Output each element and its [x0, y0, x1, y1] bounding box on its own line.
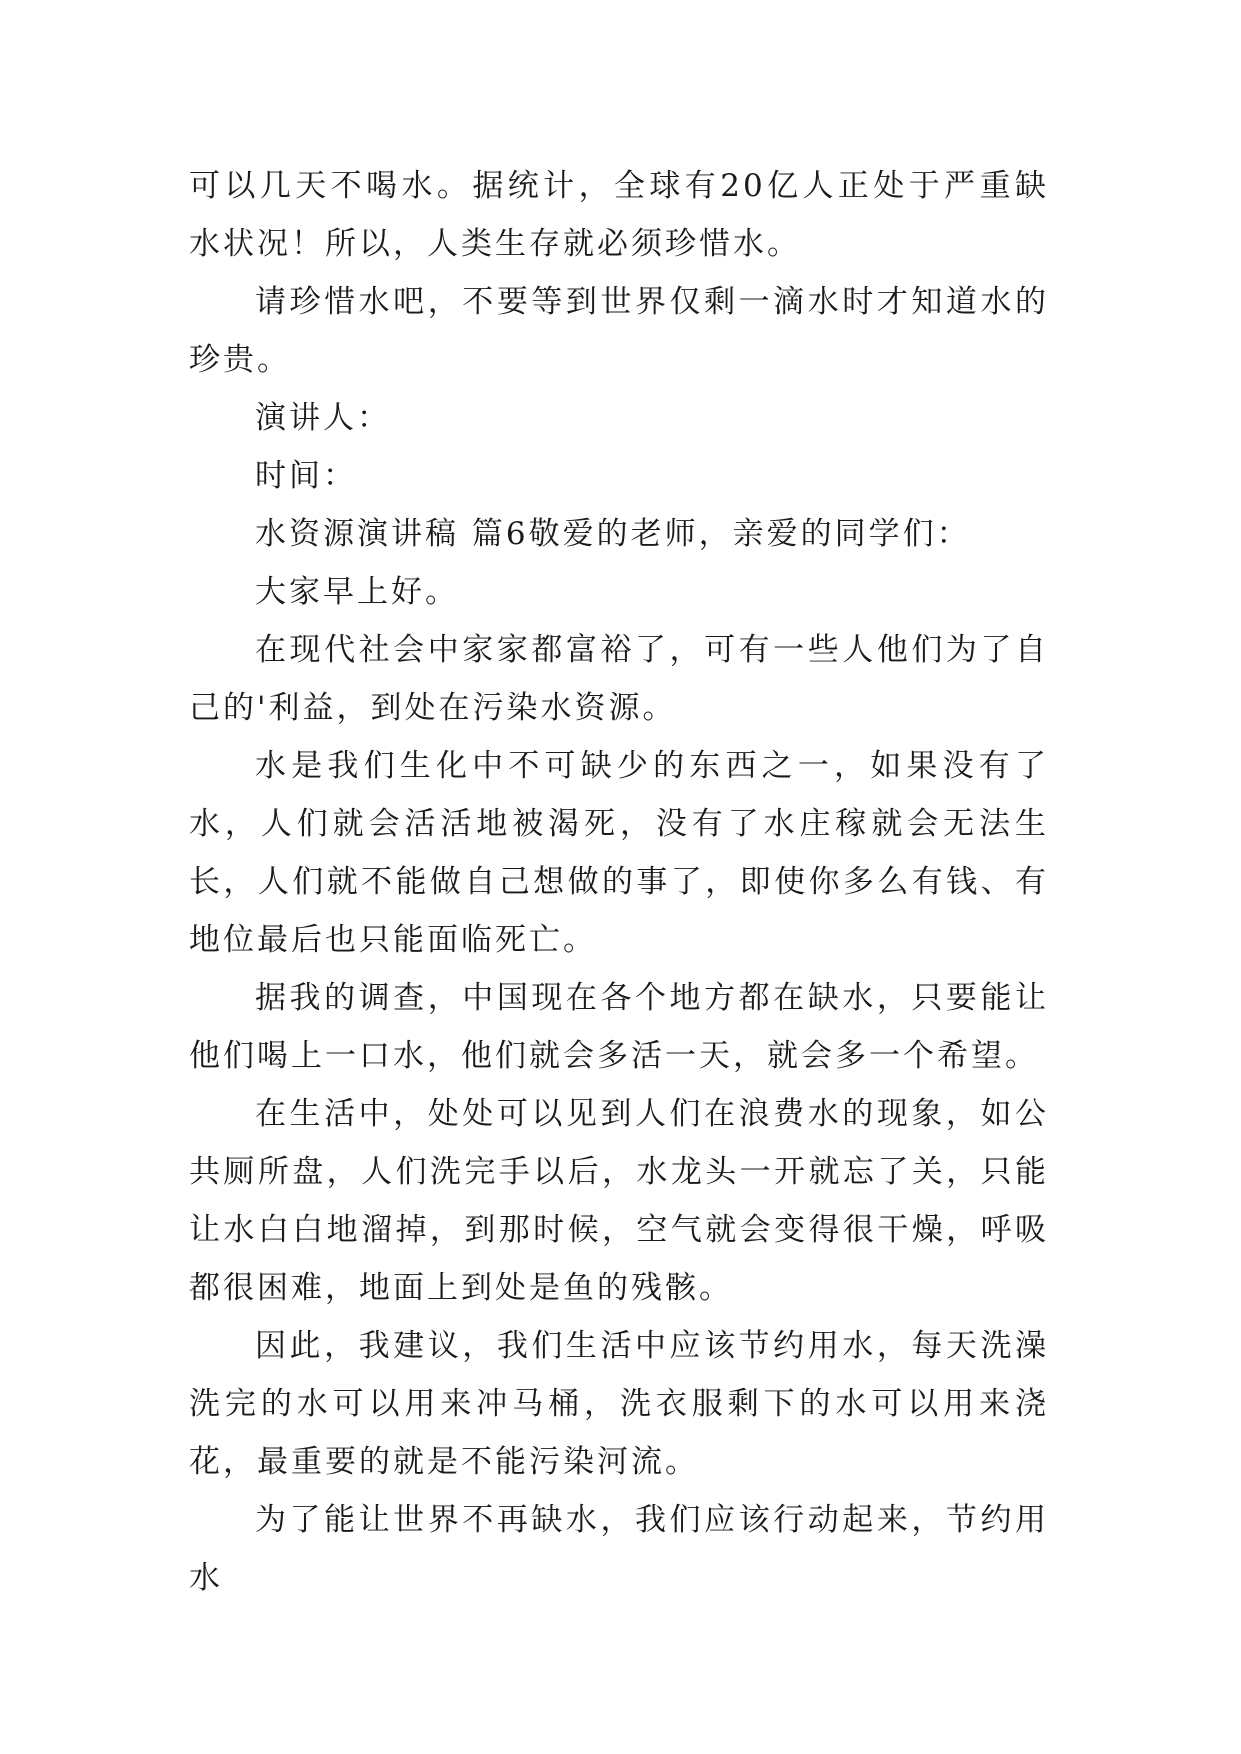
- speaker-line: 演讲人：: [255, 400, 391, 436]
- paragraph-8: 水是我们生化中不可缺少的东西之一，如果没有了水，人们就会活活地被渴死，没有了水庄稼就会无法生长，人们就不能做自己想做的事了，即使你多么有钱、有地位最后也只能面临死亡。: [189, 748, 1049, 958]
- body-text: [189, 157, 1049, 1607]
- paragraph-morning: 大家早上好。: [255, 574, 459, 610]
- section-heading-greeting: 水资源演讲稿 篇6敬爱的老师，亲爱的同学们：: [255, 516, 971, 552]
- paragraph-10: 在生活中，处处可以见到人们在浪费水的现象，如公共厕所盘，人们洗完手以后，水龙头一开就忘了关，只能让水白白地溜掉，到那时候，空气就会变得很干燥，呼吸都很困难，地面上到处是鱼的残骸。: [189, 1096, 1049, 1306]
- paragraph-7: 在现代社会中家家都富裕了，可有一些人他们为了自己的'利益，到处在污染水资源。: [189, 632, 1049, 726]
- paragraph-2: 请珍惜水吧，不要等到世界仅剩一滴水时才知道水的珍贵。: [189, 284, 1049, 378]
- paragraph-11: 因此，我建议，我们生活中应该节约用水，每天洗澡洗完的水可以用来冲马桶，洗衣服剩下的水可以用来浇花，最重要的就是不能污染河流。: [189, 1328, 1049, 1480]
- paragraph-9: 据我的调查，中国现在各个地方都在缺水，只要能让他们喝上一口水，他们就会多活一天，就会多一个希望。: [189, 980, 1049, 1074]
- paragraph-12: 为了能让世界不再缺水，我们应该行动起来，节约用水: [189, 1502, 1049, 1596]
- time-line: 时间：: [255, 458, 357, 494]
- paragraph-1: 可以几天不喝水。据统计，全球有20亿人正处于严重缺水状况！所以，人类生存就必须珍惜水。: [189, 168, 1049, 262]
